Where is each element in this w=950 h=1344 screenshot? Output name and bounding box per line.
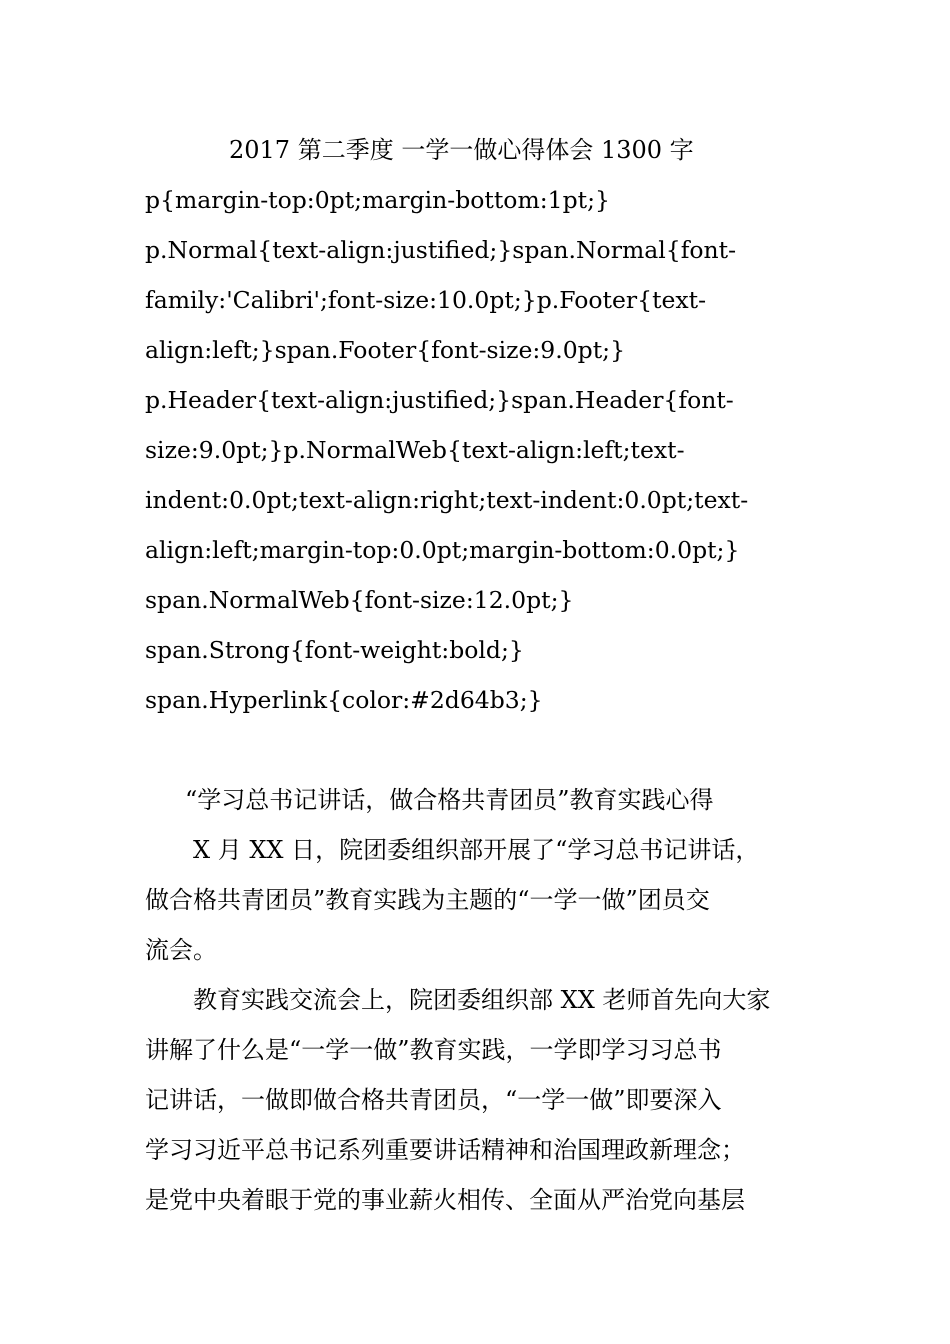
css-line: align:left;}span.Footer{font-size:9.0pt;} — [145, 336, 626, 364]
paragraph-line: 教育实践交流会上，院团委组织部 XX 老师首先向大家 — [193, 986, 771, 1014]
paragraph-line: 学习习近平总书记系列重要讲话精神和治国理政新理念； — [145, 1136, 745, 1164]
paragraph-1 — [145, 825, 807, 975]
css-line: family:'Calibri';font-size:10.0pt;}p.Footer{text- — [145, 286, 707, 314]
css-line: indent:0.0pt;text-align:right;text-indent:0.0pt;text- — [145, 486, 749, 514]
css-line: p{margin-top:0pt;margin-bottom:1pt;} — [145, 186, 610, 214]
section-heading: “学习总书记讲话，做合格共青团员”教育实践心得 — [185, 786, 714, 814]
paragraph-line: 是党中央着眼于党的事业薪火相传、全面从严治党向基层 — [145, 1186, 745, 1214]
paragraph-line: 做合格共青团员”教育实践为主题的“一学一做”团员交 — [145, 886, 710, 914]
document-title: 2017 第二季度 一学一做心得体会 1300 字 — [229, 136, 694, 164]
document-body — [145, 125, 807, 1225]
css-line: span.Strong{font-weight:bold;} — [145, 636, 524, 664]
css-line: p.Header{text-align:justified;}span.Header{font- — [145, 386, 734, 414]
css-line: span.Hyperlink{color:#2d64b3;} — [145, 686, 543, 714]
css-line: size:9.0pt;}p.NormalWeb{text-align:left;text- — [145, 436, 685, 464]
raw-css-text-block — [145, 175, 807, 725]
css-line: p.Normal{text-align:justified;}span.Normal{font- — [145, 236, 737, 264]
paragraph-line: X 月 XX 日，院团委组织部开展了“学习总书记讲话， — [193, 836, 760, 864]
blank-line — [145, 725, 807, 775]
paragraph-line: 流会。 — [145, 936, 217, 964]
paragraph-line: 讲解了什么是“一学一做”教育实践，一学即学习习总书 — [145, 1036, 722, 1064]
paragraph-2 — [145, 975, 807, 1225]
css-line: span.NormalWeb{font-size:12.0pt;} — [145, 586, 574, 614]
css-line: align:left;margin-top:0.0pt;margin-bottom:0.0pt;} — [145, 536, 740, 564]
paragraph-line: 记讲话，一做即做合格共青团员，“一学一做”即要深入 — [145, 1086, 722, 1114]
